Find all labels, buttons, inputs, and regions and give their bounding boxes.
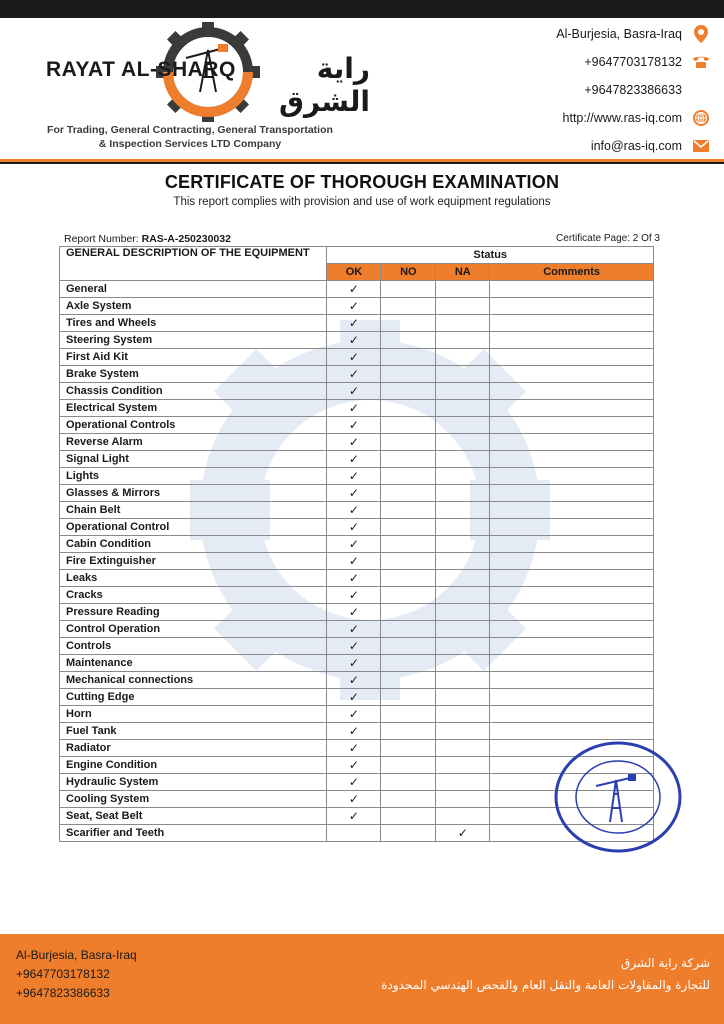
equipment-item: Operational Controls bbox=[60, 417, 327, 434]
footer-arabic bbox=[381, 952, 710, 996]
table-row bbox=[60, 366, 654, 383]
ok-cell: ✓ bbox=[327, 519, 381, 536]
table-row bbox=[60, 536, 654, 553]
table-row bbox=[60, 519, 654, 536]
ok-cell: ✓ bbox=[327, 723, 381, 740]
na-cell bbox=[436, 536, 490, 553]
equipment-item: Chain Belt bbox=[60, 502, 327, 519]
contact-address-text: Al-Burjesia, Basra-Iraq bbox=[556, 27, 682, 41]
ok-cell: ✓ bbox=[327, 672, 381, 689]
na-cell bbox=[436, 383, 490, 400]
location-icon bbox=[692, 25, 710, 43]
ok-cell: ✓ bbox=[327, 315, 381, 332]
table-row bbox=[60, 706, 654, 723]
table-row bbox=[60, 417, 654, 434]
no-cell bbox=[381, 638, 436, 655]
contact-address bbox=[510, 20, 710, 48]
phone-icon bbox=[692, 53, 710, 71]
no-cell bbox=[381, 536, 436, 553]
comment-cell bbox=[490, 723, 654, 740]
na-cell bbox=[436, 315, 490, 332]
ok-cell: ✓ bbox=[327, 349, 381, 366]
report-number-label: Report Number: bbox=[64, 233, 142, 245]
na-cell bbox=[436, 774, 490, 791]
no-cell bbox=[381, 315, 436, 332]
company-tagline bbox=[40, 123, 340, 151]
column-header-na: NA bbox=[436, 264, 490, 281]
equipment-item: Mechanical connections bbox=[60, 672, 327, 689]
comment-cell bbox=[490, 417, 654, 434]
comment-cell bbox=[490, 315, 654, 332]
no-cell bbox=[381, 366, 436, 383]
footer-address: Al-Burjesia, Basra-Iraq bbox=[16, 948, 137, 962]
equipment-item: Signal Light bbox=[60, 451, 327, 468]
na-cell bbox=[436, 553, 490, 570]
no-cell bbox=[381, 672, 436, 689]
comment-cell bbox=[490, 672, 654, 689]
comment-cell bbox=[490, 332, 654, 349]
ok-cell: ✓ bbox=[327, 366, 381, 383]
equipment-item: General bbox=[60, 281, 327, 298]
equipment-item: Hydraulic System bbox=[60, 774, 327, 791]
no-cell bbox=[381, 553, 436, 570]
no-cell bbox=[381, 808, 436, 825]
no-cell bbox=[381, 434, 436, 451]
comment-cell bbox=[490, 383, 654, 400]
footer-contact bbox=[16, 946, 137, 1003]
no-cell bbox=[381, 468, 436, 485]
equipment-item: Operational Control bbox=[60, 519, 327, 536]
ok-cell: ✓ bbox=[327, 502, 381, 519]
no-cell bbox=[381, 349, 436, 366]
na-cell bbox=[436, 451, 490, 468]
ok-cell: ✓ bbox=[327, 706, 381, 723]
ok-cell: ✓ bbox=[327, 621, 381, 638]
comment-cell bbox=[490, 604, 654, 621]
no-cell bbox=[381, 740, 436, 757]
equipment-item: Cabin Condition bbox=[60, 536, 327, 553]
equipment-item: Cutting Edge bbox=[60, 689, 327, 706]
no-cell bbox=[381, 723, 436, 740]
document-title: CERTIFICATE OF THOROUGH EXAMINATION bbox=[164, 172, 560, 192]
table-row bbox=[60, 332, 654, 349]
no-cell bbox=[381, 587, 436, 604]
company-name-ar: راية الشرق bbox=[278, 52, 370, 118]
no-cell bbox=[381, 332, 436, 349]
table-row bbox=[60, 298, 654, 315]
ok-cell: ✓ bbox=[327, 553, 381, 570]
contact-email[interactable] bbox=[510, 132, 710, 160]
footer-arabic-line-2: للتجارة والمقاولات العامة والنقل العام والفحص الهندسي المحدودة bbox=[381, 978, 710, 992]
equipment-item: Brake System bbox=[60, 366, 327, 383]
equipment-item: Electrical System bbox=[60, 400, 327, 417]
equipment-item: Chassis Condition bbox=[60, 383, 327, 400]
column-header-ok: OK bbox=[327, 264, 381, 281]
no-cell bbox=[381, 706, 436, 723]
comment-cell bbox=[490, 502, 654, 519]
ok-cell: ✓ bbox=[327, 417, 381, 434]
table-row bbox=[60, 349, 654, 366]
equipment-item: Engine Condition bbox=[60, 757, 327, 774]
comment-cell bbox=[490, 689, 654, 706]
company-name-en: RAYAT AL-SHARQ bbox=[46, 58, 236, 81]
page-footer bbox=[0, 934, 724, 1024]
ok-cell: ✓ bbox=[327, 655, 381, 672]
equipment-item: Fire Extinguisher bbox=[60, 553, 327, 570]
ok-cell: ✓ bbox=[327, 638, 381, 655]
no-cell bbox=[381, 655, 436, 672]
comment-cell bbox=[490, 281, 654, 298]
ok-cell: ✓ bbox=[327, 298, 381, 315]
table-row bbox=[60, 638, 654, 655]
comment-cell bbox=[490, 451, 654, 468]
na-cell bbox=[436, 485, 490, 502]
na-cell bbox=[436, 791, 490, 808]
comment-cell bbox=[490, 485, 654, 502]
comment-cell bbox=[490, 621, 654, 638]
ok-cell: ✓ bbox=[327, 434, 381, 451]
na-cell bbox=[436, 808, 490, 825]
comment-cell bbox=[490, 349, 654, 366]
ok-cell: ✓ bbox=[327, 689, 381, 706]
ok-cell: ✓ bbox=[327, 774, 381, 791]
table-row bbox=[60, 400, 654, 417]
table-row bbox=[60, 604, 654, 621]
equipment-item: First Aid Kit bbox=[60, 349, 327, 366]
equipment-item: Cooling System bbox=[60, 791, 327, 808]
na-cell bbox=[436, 672, 490, 689]
na-cell bbox=[436, 468, 490, 485]
mail-icon bbox=[692, 137, 710, 155]
no-cell bbox=[381, 383, 436, 400]
company-stamp bbox=[552, 740, 684, 854]
na-cell bbox=[436, 502, 490, 519]
table-row bbox=[60, 587, 654, 604]
comment-cell bbox=[490, 434, 654, 451]
comment-cell bbox=[490, 553, 654, 570]
header-dark-rule bbox=[0, 162, 724, 164]
comment-cell bbox=[490, 400, 654, 417]
ok-cell: ✓ bbox=[327, 791, 381, 808]
top-bar bbox=[0, 0, 724, 18]
comment-cell bbox=[490, 638, 654, 655]
na-cell bbox=[436, 298, 490, 315]
comment-cell bbox=[490, 570, 654, 587]
footer-arabic-line-1: شركة راية الشرق bbox=[621, 956, 710, 970]
phone-icon-2 bbox=[692, 81, 710, 99]
equipment-item: Scarifier and Teeth bbox=[60, 825, 327, 842]
ok-cell: ✓ bbox=[327, 281, 381, 298]
contact-email-text[interactable]: info@ras-iq.com bbox=[590, 139, 682, 153]
certificate-page-info: Certificate Page: 2 Of 3 bbox=[556, 233, 660, 244]
tagline-line-2: & Inspection Services LTD Company bbox=[98, 138, 282, 150]
table-row bbox=[60, 281, 654, 298]
na-cell bbox=[436, 434, 490, 451]
na-cell bbox=[436, 417, 490, 434]
contact-phone-2-text: +9647823386633 bbox=[584, 83, 682, 97]
equipment-item: Steering System bbox=[60, 332, 327, 349]
na-cell bbox=[436, 740, 490, 757]
company-logo bbox=[40, 22, 370, 122]
equipment-item: Maintenance bbox=[60, 655, 327, 672]
comment-cell bbox=[490, 366, 654, 383]
ok-cell: ✓ bbox=[327, 536, 381, 553]
comment-cell bbox=[490, 298, 654, 315]
table-row bbox=[60, 655, 654, 672]
table-row bbox=[60, 485, 654, 502]
table-row bbox=[60, 315, 654, 332]
table-row bbox=[60, 621, 654, 638]
equipment-item: Controls bbox=[60, 638, 327, 655]
no-cell bbox=[381, 519, 436, 536]
equipment-item: Leaks bbox=[60, 570, 327, 587]
na-cell bbox=[436, 706, 490, 723]
table-header-row bbox=[60, 247, 654, 264]
ok-cell: ✓ bbox=[327, 383, 381, 400]
description-header: GENERAL DESCRIPTION OF THE EQUIPMENT bbox=[60, 247, 327, 281]
equipment-item: Tires and Wheels bbox=[60, 315, 327, 332]
no-cell bbox=[381, 604, 436, 621]
ok-cell: ✓ bbox=[327, 757, 381, 774]
table-row bbox=[60, 723, 654, 740]
na-cell bbox=[436, 604, 490, 621]
contact-website[interactable] bbox=[510, 104, 710, 132]
no-cell bbox=[381, 791, 436, 808]
table-row bbox=[60, 383, 654, 400]
comment-cell bbox=[490, 536, 654, 553]
no-cell bbox=[381, 451, 436, 468]
na-cell bbox=[436, 366, 490, 383]
column-header-comments: Comments bbox=[490, 264, 654, 281]
ok-cell: ✓ bbox=[327, 740, 381, 757]
na-cell bbox=[436, 349, 490, 366]
report-number bbox=[64, 233, 231, 245]
no-cell bbox=[381, 298, 436, 315]
table-row bbox=[60, 502, 654, 519]
status-header: Status bbox=[327, 247, 654, 264]
contact-phone-1-text: +9647703178132 bbox=[584, 55, 682, 69]
comment-cell bbox=[490, 587, 654, 604]
na-cell bbox=[436, 281, 490, 298]
ok-cell: ✓ bbox=[327, 587, 381, 604]
ok-cell: ✓ bbox=[327, 485, 381, 502]
report-number-value: RAS-A-250230032 bbox=[141, 233, 231, 245]
comment-cell bbox=[490, 519, 654, 536]
equipment-item: Control Operation bbox=[60, 621, 327, 638]
table-row bbox=[60, 468, 654, 485]
ok-cell: ✓ bbox=[327, 332, 381, 349]
no-cell bbox=[381, 417, 436, 434]
contact-phone-2 bbox=[510, 76, 710, 104]
equipment-item: Lights bbox=[60, 468, 327, 485]
comment-cell bbox=[490, 706, 654, 723]
equipment-item: Cracks bbox=[60, 587, 327, 604]
table-row bbox=[60, 553, 654, 570]
no-cell bbox=[381, 281, 436, 298]
na-cell bbox=[436, 757, 490, 774]
na-cell bbox=[436, 519, 490, 536]
table-row bbox=[60, 570, 654, 587]
na-cell bbox=[436, 570, 490, 587]
ok-cell: ✓ bbox=[327, 468, 381, 485]
footer-phone-2: +9647823386633 bbox=[16, 986, 110, 1000]
contact-website-text[interactable]: http://www.ras-iq.com bbox=[562, 111, 682, 125]
column-header-no: NO bbox=[381, 264, 436, 281]
equipment-item: Horn bbox=[60, 706, 327, 723]
ok-cell bbox=[327, 825, 381, 842]
footer-phone-1: +9647703178132 bbox=[16, 967, 110, 981]
no-cell bbox=[381, 570, 436, 587]
globe-icon bbox=[692, 109, 710, 127]
na-cell bbox=[436, 332, 490, 349]
table-row bbox=[60, 672, 654, 689]
na-cell bbox=[436, 400, 490, 417]
ok-cell: ✓ bbox=[327, 400, 381, 417]
no-cell bbox=[381, 774, 436, 791]
contact-phone-1 bbox=[510, 48, 710, 76]
na-cell bbox=[436, 638, 490, 655]
table-row bbox=[60, 689, 654, 706]
equipment-item: Glasses & Mirrors bbox=[60, 485, 327, 502]
document-subtitle: This report complies with provision and use of work equipment regulations bbox=[173, 196, 551, 208]
contact-list bbox=[510, 20, 710, 160]
equipment-item: Reverse Alarm bbox=[60, 434, 327, 451]
no-cell bbox=[381, 689, 436, 706]
no-cell bbox=[381, 502, 436, 519]
equipment-item: Pressure Reading bbox=[60, 604, 327, 621]
no-cell bbox=[381, 757, 436, 774]
equipment-item: Seat, Seat Belt bbox=[60, 808, 327, 825]
ok-cell: ✓ bbox=[327, 604, 381, 621]
tagline-line-1: For Trading, General Contracting, General Transportation bbox=[47, 124, 333, 136]
ok-cell: ✓ bbox=[327, 808, 381, 825]
comment-cell bbox=[490, 655, 654, 672]
na-cell bbox=[436, 723, 490, 740]
no-cell bbox=[381, 825, 436, 842]
equipment-item: Fuel Tank bbox=[60, 723, 327, 740]
no-cell bbox=[381, 400, 436, 417]
equipment-item: Radiator bbox=[60, 740, 327, 757]
comment-cell bbox=[490, 468, 654, 485]
na-cell bbox=[436, 655, 490, 672]
no-cell bbox=[381, 621, 436, 638]
no-cell bbox=[381, 485, 436, 502]
ok-cell: ✓ bbox=[327, 451, 381, 468]
na-cell: ✓ bbox=[436, 825, 490, 842]
ok-cell: ✓ bbox=[327, 570, 381, 587]
na-cell bbox=[436, 587, 490, 604]
na-cell bbox=[436, 621, 490, 638]
equipment-item: Axle System bbox=[60, 298, 327, 315]
na-cell bbox=[436, 689, 490, 706]
table-row bbox=[60, 434, 654, 451]
table-row bbox=[60, 451, 654, 468]
